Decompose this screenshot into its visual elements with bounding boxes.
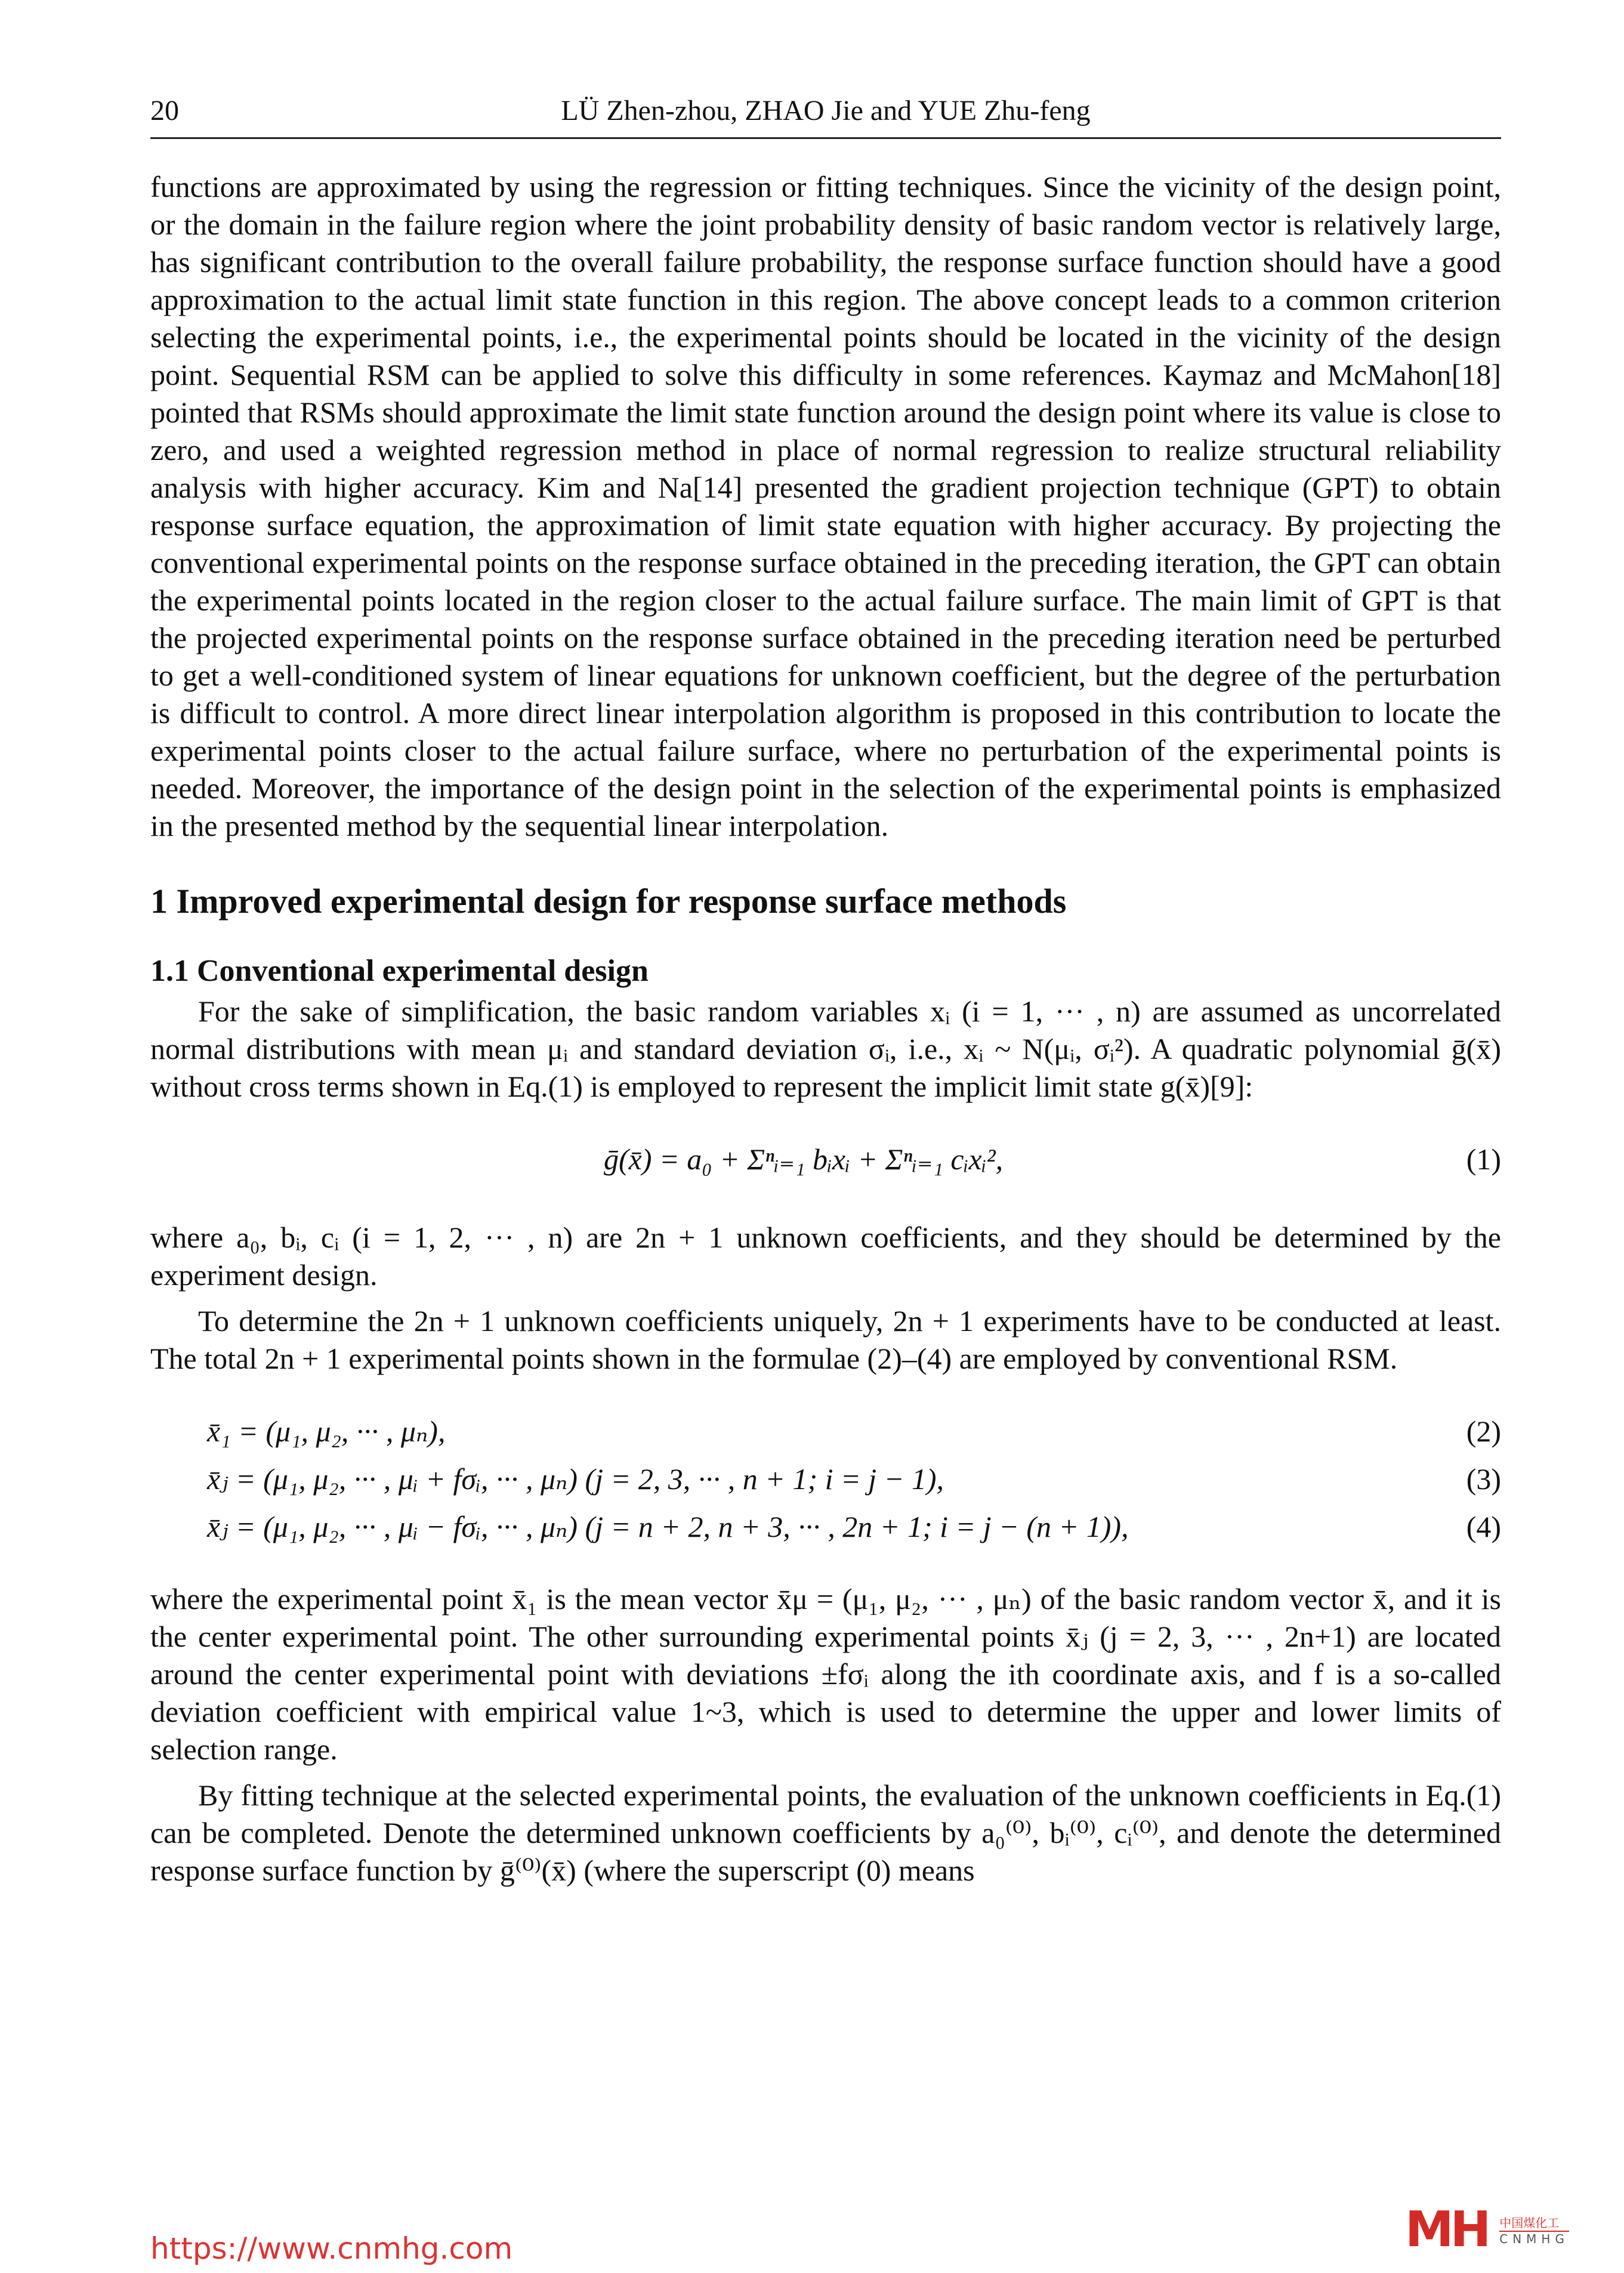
paragraph-intro: functions are approximated by using the regression or fitting techniques. Since the vicinity of the design point, or the domain in the failure region where the joint probability density of basic random vector is relatively large, has significant contribution to the overall failure probability, the response surface function should have a good approximation to the actual limit state function in this region. The above concept leads to a common criterion selecting the experimental points, i.e., the experimental points should be located in the vicinity of the design point. Sequential RSM can be applied to solve this difficulty in some references. Kaymaz and McMahon[18] pointed that RSMs should approximate the limit state function around the design point where its value is close to zero, and used a weighted regression method in place of normal regression to realize structural reliability analysis with higher accuracy. Kim and Na[14] presented the gradient projection technique (GPT) to obtain response surface equation, the approximation of limit state equation with higher accuracy. By projecting the conventional experimental points on the response surface obtained in the preceding iteration, the GPT can obtain the experimental points located in the region closer to the actual failure surface. The main limit of GPT is that the projected experimental points on the response surface obtained in the preceding iteration need be perturbed to get a well-conditioned system of linear equations for unknown coefficient, but the degree of the perturbation is difficult to control. A more direct linear interpolation algorithm is proposed in this contribution to locate the experimental points closer to the actual failure surface, where no perturbation of the experimental points is needed. Moreover, the importance of the design point in the selection of the experimental points is emphasized in the presented method by the sequential linear interpolation. <box>150 170 1501 842</box>
watermark-url: https://www.cnmhg.com <box>150 2231 513 2266</box>
equation-2 <box>150 1407 1501 1455</box>
logo-cn: 中国煤化工 <box>1499 2213 1569 2232</box>
equation-4 <box>150 1503 1501 1551</box>
equation-expr: x̄ⱼ = (μ₁, μ₂, ··· , μᵢ + fσᵢ, ··· , μₙ) (j = 2, 3, ··· , n + 1; i = j − 1), <box>207 1462 944 1496</box>
equation-group <box>150 1407 1501 1551</box>
equation-number: (3) <box>1466 1462 1501 1496</box>
equation-expr: ḡ(x̄) = a₀ + Σⁿᵢ₌₁ bᵢxᵢ + Σⁿᵢ₌₁ cᵢxᵢ², <box>604 1142 1004 1176</box>
page-header <box>150 94 1501 139</box>
logo-text <box>1499 2213 1569 2246</box>
equation-expr: x̄₁ = (μ₁, μ₂, ··· , μₙ), <box>207 1415 446 1448</box>
logo-mark: MH <box>1405 2201 1488 2258</box>
page-body <box>150 168 1501 1889</box>
paragraph-coefficients: where a₀, bᵢ, cᵢ (i = 1, 2, ··· , n) are 2n + 1 unknown coefficients, and they should be determined by the experiment design. <box>150 1221 1501 1292</box>
page-number: 20 <box>150 95 179 126</box>
paragraph-assumptions: For the sake of simplification, the basic random variables xᵢ (i = 1, ··· , n) are assumed as uncorrelated normal distributions with mean μᵢ and standard deviation σᵢ, i.e., xᵢ ~ N(μᵢ, σᵢ²). A quadratic polynomial ḡ(x̄) without cross terms shown in Eq.(1) is employed to represent the implicit limit state g(x̄)[9]: <box>150 995 1501 1103</box>
equation-number: (4) <box>1466 1510 1501 1543</box>
equation-1 <box>150 1135 1501 1183</box>
running-authors: LÜ Zhen-zhou, ZHAO Jie and YUE Zhu-feng <box>561 95 1091 126</box>
paragraph-experimental-points: where the experimental point x̄₁ is the mean vector x̄μ = (μ₁, μ₂, ··· , μₙ) of the basic random vector x̄, and it is the center experimental point. The other surrounding experimental points x̄ⱼ (j = 2, 3, ··· , 2n+1) are located around the center experimental point with deviations ±fσᵢ along the ith coordinate axis, and f is a so-called deviation coefficient with empirical value 1~3, which is used to determine the upper and lower limits of selection range. <box>150 1582 1501 1766</box>
equation-number: (1) <box>1466 1142 1501 1176</box>
paragraph-fitting: By fitting technique at the selected experimental points, the evaluation of the unknown coefficients in Eq.(1) can be completed. Denote the determined unknown coefficients by a₀⁽⁰⁾, bᵢ⁽⁰⁾, cᵢ⁽⁰⁾, and denote the determined response surface function by ḡ⁽⁰⁾(x̄) (where the superscript (0) means <box>150 1778 1501 1887</box>
logo-en: CNMHG <box>1499 2232 1569 2246</box>
cnmhg-logo <box>1405 2201 1569 2258</box>
paragraph-experiments: To determine the 2n + 1 unknown coefficients uniquely, 2n + 1 experiments have to be conducted at least. The total 2n + 1 experimental points shown in the formulae (2)–(4) are employed by conventional RSM. <box>150 1304 1501 1375</box>
section-heading: 1 Improved experimental design for response surface methods <box>150 882 1067 921</box>
subsection-heading: 1.1 Conventional experimental design <box>150 954 649 988</box>
equation-number: (2) <box>1466 1415 1501 1448</box>
equation-expr: x̄ⱼ = (μ₁, μ₂, ··· , μᵢ − fσᵢ, ··· , μₙ) (j = n + 2, n + 3, ··· , 2n + 1; i = j − (n + 1)), <box>207 1510 1129 1543</box>
equation-3 <box>150 1455 1501 1503</box>
